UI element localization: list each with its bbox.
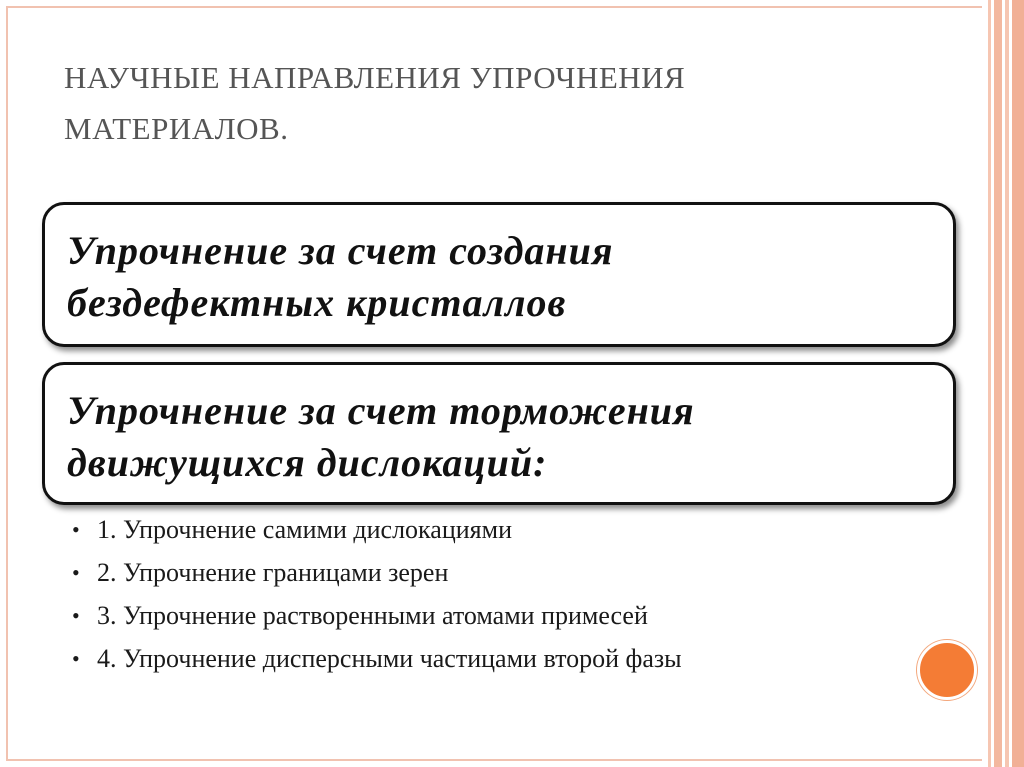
strengthening-box-defect-free — [42, 202, 956, 347]
bullet-text: 1. Упрочнение самими дислокациями — [97, 515, 512, 544]
bullet-icon: • — [72, 646, 80, 671]
box-1-line-2: бездефектных кристаллов — [67, 280, 567, 325]
bullet-text: 4. Упрочнение дисперсными частицами второй фазы — [97, 644, 682, 673]
bullet-icon: • — [72, 560, 80, 585]
bullet-list — [72, 508, 682, 680]
bullet-item — [72, 508, 682, 551]
box-2-line-1: Упрочнение за счет торможения — [67, 388, 695, 433]
slide-title-line-1: НАУЧНЫЕ НАПРАВЛЕНИЯ УПРОЧНЕНИЯ — [64, 60, 686, 95]
bullet-icon: • — [72, 603, 80, 628]
box-2-line-2: движущихся дислокаций: — [67, 440, 548, 485]
bullet-item — [72, 551, 682, 594]
strengthening-box-dislocation-braking — [42, 362, 956, 505]
bullet-item — [72, 637, 682, 680]
decorative-stripes — [982, 0, 1024, 767]
slide-title — [64, 52, 924, 154]
bullet-item — [72, 594, 682, 637]
bullet-icon: • — [72, 517, 80, 542]
orange-circle-icon — [917, 640, 977, 700]
bullet-text: 3. Упрочнение растворенными атомами примесей — [97, 601, 648, 630]
bullet-text: 2. Упрочнение границами зерен — [97, 558, 449, 587]
slide-title-line-2: МАТЕРИАЛОВ. — [64, 111, 289, 146]
box-1-line-1: Упрочнение за счет создания — [67, 228, 614, 273]
